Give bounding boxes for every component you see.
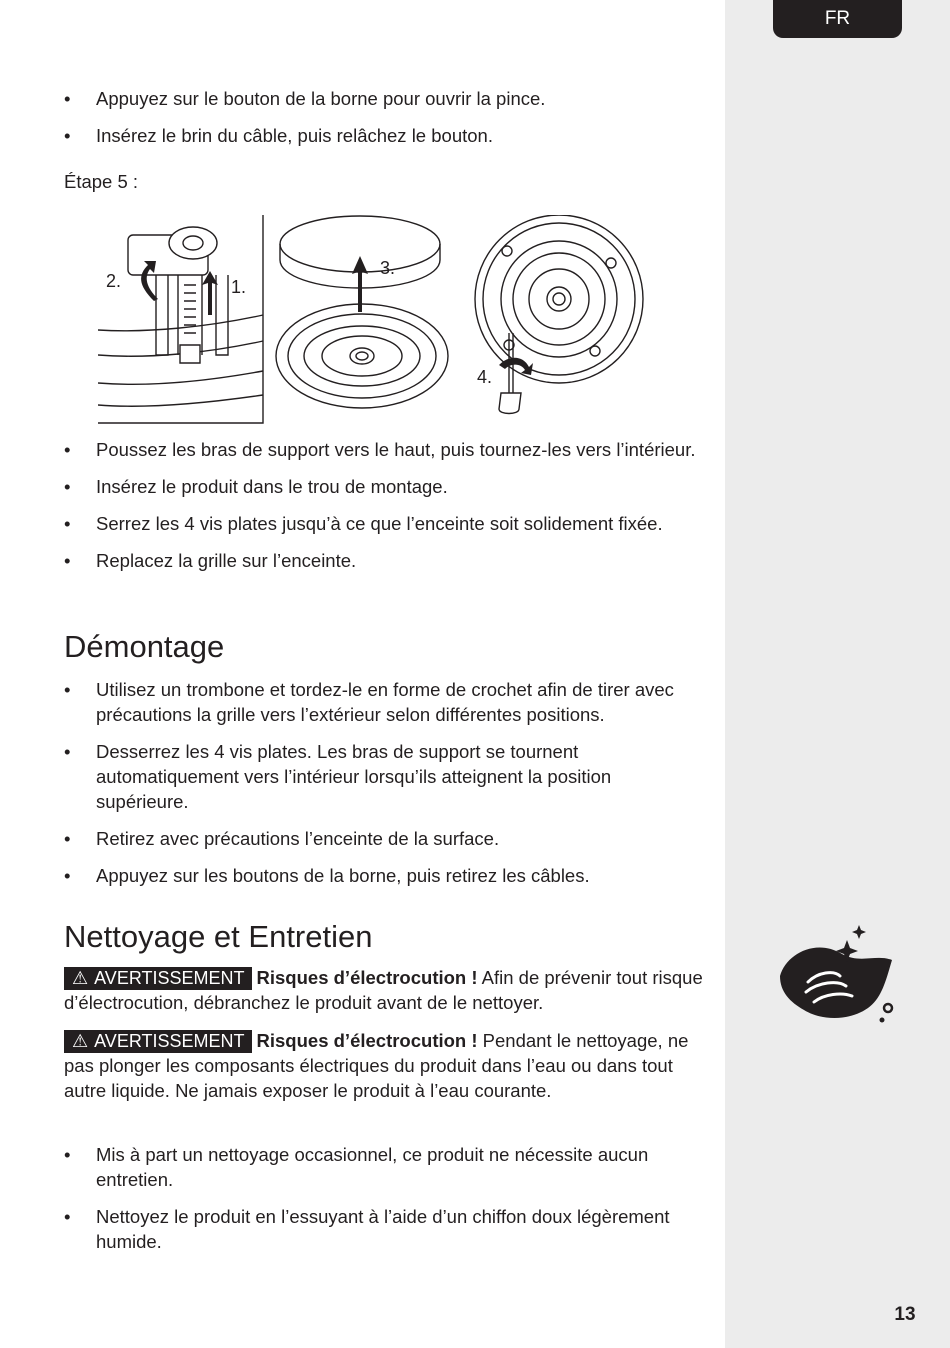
list-item: • Appuyez sur le bouton de la borne pour ouvrir la pince. bbox=[64, 86, 704, 111]
warning-text: Pendant le nettoyage, ne pas plonger les composants électriques du produit dans l’eau ou dans tout autre liquide. Ne jamais exposer le produit à l’eau courante. bbox=[64, 1030, 689, 1101]
warning-badge: ⚠ AVERTISSEMENT bbox=[64, 1030, 252, 1053]
step5-bullet-list bbox=[64, 437, 704, 573]
figure-label-4: 4. bbox=[477, 367, 493, 387]
speaker-screwdriver-illustration bbox=[469, 215, 649, 420]
warning-badge: ⚠ AVERTISSEMENT bbox=[64, 967, 252, 990]
figure-label-1: 1. bbox=[231, 277, 247, 297]
figure-label-3: 3. bbox=[380, 258, 396, 278]
nettoyage-heading: Nettoyage et Entretien bbox=[64, 919, 373, 954]
warning-paragraph bbox=[64, 965, 706, 1015]
list-item: • Retirez avec précautions l’enceinte de la surface. bbox=[64, 826, 704, 851]
list-item: • Poussez les bras de support vers le haut, puis tournez-les vers l’intérieur. bbox=[64, 437, 704, 462]
list-item: • Insérez le produit dans le trou de montage. bbox=[64, 474, 704, 499]
list-item: • Serrez les 4 vis plates jusqu’à ce que l’enceinte soit solidement fixée. bbox=[64, 511, 704, 536]
warning-text: Afin de prévenir tout risque d’électrocution, débranchez le produit avant de le nettoyer. bbox=[64, 967, 703, 1013]
figure-label-2: 2. bbox=[106, 271, 122, 291]
step-5-label: Étape 5 : bbox=[64, 171, 139, 192]
grille-illustration bbox=[274, 214, 454, 414]
warning-title: Risques d’électrocution ! bbox=[256, 1030, 478, 1051]
demontage-heading: Démontage bbox=[64, 629, 225, 664]
page-number: 13 bbox=[894, 1304, 916, 1325]
cleaning-cloth-icon bbox=[776, 924, 898, 1024]
warning-triangle-icon: ⚠ bbox=[72, 1031, 89, 1051]
warning-triangle-icon: ⚠ bbox=[72, 968, 89, 988]
list-item: • Mis à part un nettoyage occasionnel, ce produit ne nécessite aucun entretien. bbox=[64, 1142, 704, 1192]
warning-title: Risques d’électrocution ! bbox=[256, 967, 478, 988]
clamp-illustration bbox=[98, 215, 264, 425]
language-tab: FR bbox=[773, 0, 902, 38]
list-item: • Nettoyez le produit en l’essuyant à l’aide d’un chiffon doux légèrement humide. bbox=[64, 1204, 704, 1254]
list-item: • Utilisez un trombone et tordez-le en forme de crochet afin de tirer avec précautions la grille vers l’extérieur selon différentes positions. bbox=[64, 677, 704, 727]
nettoyage-bullet-list bbox=[64, 1142, 704, 1254]
demontage-bullet-list bbox=[64, 677, 704, 888]
list-item: • Desserrez les 4 vis plates. Les bras de support se tournent automatiquement vers l’intérieur lorsqu’ils atteignent la position supérieure. bbox=[64, 739, 704, 814]
list-item: • Appuyez sur les boutons de la borne, puis retirez les câbles. bbox=[64, 863, 704, 888]
side-margin-band bbox=[725, 0, 950, 1348]
list-item: • Insérez le brin du câble, puis relâchez le bouton. bbox=[64, 123, 704, 148]
step4-bullet-list bbox=[64, 86, 704, 148]
list-item: • Replacez la grille sur l’enceinte. bbox=[64, 548, 704, 573]
warning-paragraph bbox=[64, 1028, 706, 1103]
